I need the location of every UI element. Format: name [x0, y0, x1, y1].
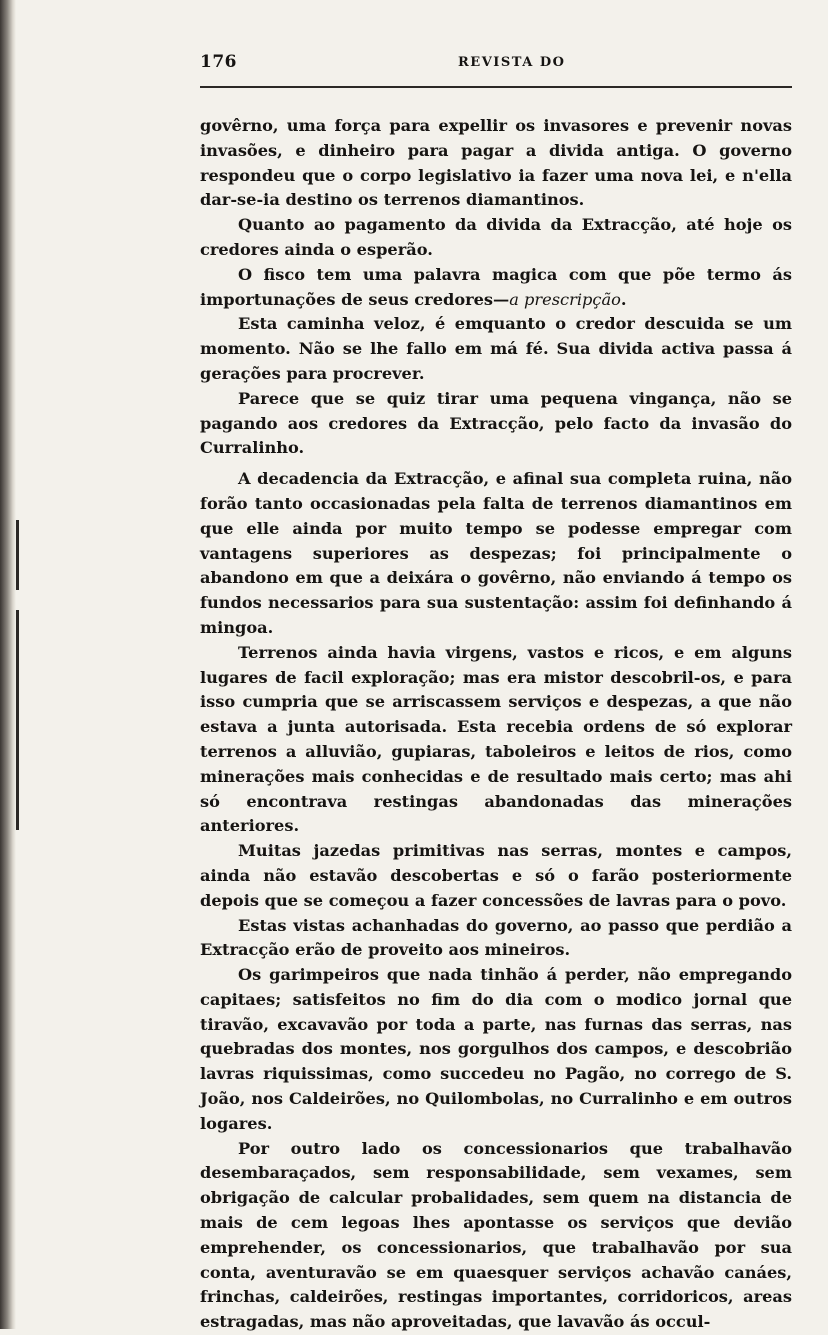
paragraph: Por outro lado os concessionarios que trabalhavão desembaraçados, sem responsabilidade, sem vexames, sem obrigação de calcular probalidades, sem quem na distancia de mais de cem legoas lhes apontasse os serviços que devião emprehender, os concessionarios, que trabalhavão por sua conta, aventuravão se em quaesquer serviços achavão canáes, frinchas, caldeirões, restingas importantes, corridoricos, areas estragadas, mas não aproveitadas, que lavavão ás occul-	[200, 1138, 792, 1332]
paragraph: Quanto ao pagamento da divida da Extracção, até hoje os credores ainda o esperão.	[200, 215, 792, 259]
paragraph: Parece que se quiz tirar uma pequena vingança, não se pagando aos credores da Extracção, pelo facto da invasão do Curralinho.	[200, 388, 792, 458]
margin-mark	[16, 610, 19, 830]
running-title: REVISTA DO	[458, 55, 566, 70]
paragraph: Os garimpeiros que nada tinhão á perder, não empregando capitaes; satisfeitos no fim do dia com o modico jornal que tiravão, excavavão por toda a parte, nas furnas das serras, nas quebradas dos montes, nos gorgulhos dos campos, e descobrião lavras riquissimas, como succedeu no Pagão, no corrego de S. João, nos Caldeirões, no Quilombolas, no Curralinho e em outros logares.	[200, 965, 792, 1133]
header-rule	[200, 86, 792, 88]
body-text	[200, 114, 792, 1335]
page-binding-edge	[0, 0, 16, 1329]
paragraph: Muitas jazedas primitivas nas serras, montes e campos, ainda não estavão descobertas e só o farão posteriormente depois que se começou a fazer concessões de lavras para o povo.	[200, 841, 792, 910]
paragraph	[200, 263, 792, 313]
italic-term: a prescripção	[509, 289, 621, 309]
paragraph: Esta caminha veloz, é emquanto o credor descuida se um momento. Não se lhe fallo em má fé. Sua divida activa passa á gerações para procrever.	[200, 314, 792, 383]
page-header	[200, 52, 792, 88]
paragraph-text: O fisco tem uma palavra magica com que põe termo ás importunações de seus credores—	[200, 264, 792, 309]
paragraph: Terrenos ainda havia virgens, vastos e ricos, e em alguns lugares de facil exploração; mas era mistor descobril-os, e para isso cumpria que se arriscassem serviços e despezas, a que não estava a junta autorisada. Esta recebia ordens de só explorar terrenos a alluvião, gupiaras, taboleiros e leitos de rios, como minerações mais conhecidas e de resultado mais certo; mas ahi só encontrava restingas abandonadas das minerações anteriores.	[200, 642, 792, 836]
page-number: 176	[200, 52, 237, 72]
paragraph-text: .	[620, 289, 627, 309]
paragraph: A decadencia da Extracção, e afinal sua completa ruina, não forão tanto occasionadas pela falta de terrenos diamantinos em que elle ainda por muito tempo se podesse empregar com vantagens superiores as despezas; foi principalmente o abandono em que a deixára o govêrno, não enviando á tempo os fundos necessarios para sua sustentação: assim foi definhando á mingoa.	[200, 469, 792, 637]
paragraph: Estas vistas achanhadas do governo, ao passo que perdião a Extracção erão de proveito aos mineiros.	[200, 915, 792, 960]
paragraph: govêrno, uma força para expellir os invasores e prevenir novas invasões, e dinheiro para pagar a divida antiga. O governo respondeu que o corpo legislativo ia fazer uma nova lei, e n'ella dar-se-ia destino os terrenos diamantinos.	[200, 116, 792, 210]
margin-mark	[16, 520, 19, 590]
